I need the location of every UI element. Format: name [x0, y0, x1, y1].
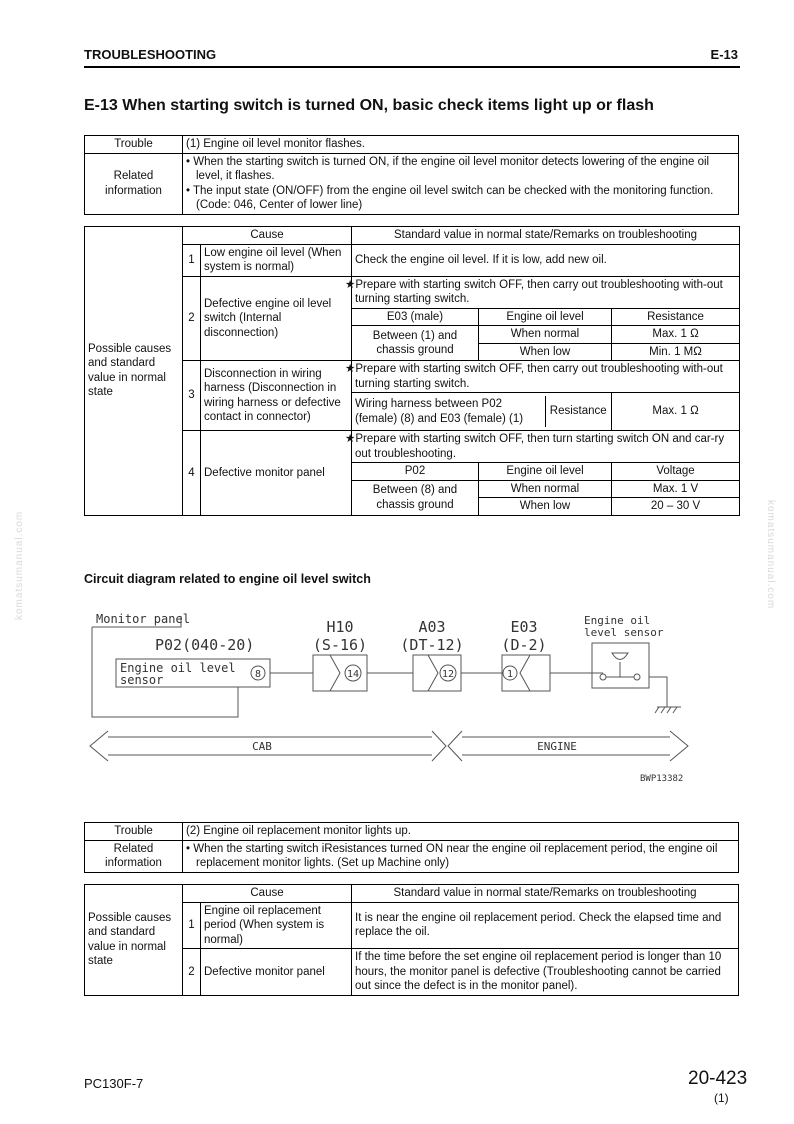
engine-sensor-label-1: Engine oil	[584, 614, 651, 627]
causes-table-1	[84, 226, 740, 516]
a03-label: A03	[418, 618, 446, 636]
watermark-left: komatsumanual.com	[14, 510, 25, 620]
footer-model: PC130F-7	[84, 1076, 144, 1091]
a03-sub-label: (DT-12)	[400, 636, 464, 654]
related-item: • The input state (ON/OFF) from the engine oil level switch can be checked with the monitoring function. (Code: 046, Center of lower line)	[186, 184, 714, 211]
cause-header: Cause	[183, 227, 352, 245]
figure-id: BWP13382	[640, 774, 684, 784]
cause-text: Disconnection in wiring harness (Disconnection in wiring harness or defective contact in connector)	[201, 361, 352, 431]
sub-header: Voltage	[612, 463, 740, 481]
trouble-text: (1) Engine oil level monitor flashes.	[183, 136, 739, 154]
cause-text: Defective monitor panel	[201, 949, 352, 996]
value: Min. 1 MΩ	[612, 343, 740, 361]
sub-header: Resistance	[612, 308, 740, 326]
standard-header: Standard value in normal state/Remarks on troubleshooting	[352, 227, 740, 245]
possible-causes-label: Possible causes and standard value in normal state	[85, 227, 183, 516]
page-title: E-13 When starting switch is turned ON, basic check items light up or flash	[84, 97, 654, 114]
ground-wire	[649, 677, 667, 707]
remark-text: If the time before the set engine oil replacement period is longer than 10 hours, the monitor panel is defective (Troubleshooting cannot be carried out since the defect is in the monitor panel).	[352, 949, 739, 996]
sensor-label-2: sensor	[120, 673, 164, 687]
causes-table-2	[84, 884, 739, 996]
value: Max. 1 V	[612, 480, 740, 498]
trouble-text: (2) Engine oil replacement monitor lights up.	[183, 823, 739, 841]
sub-header: Engine oil level	[479, 463, 612, 481]
value: Max. 1 Ω	[612, 326, 740, 344]
pin-number: 12	[441, 669, 455, 680]
condition: When normal	[479, 480, 612, 498]
cause-number: 1	[183, 902, 201, 949]
engine-label: ENGINE	[537, 740, 577, 753]
trouble-label: Trouble	[85, 823, 183, 841]
engine-sensor-label-2: level sensor	[584, 626, 664, 639]
sub-header: P02	[352, 463, 479, 481]
cause-number: 1	[183, 244, 201, 276]
cause-text: Defective monitor panel	[201, 431, 352, 516]
value: Max. 1 Ω	[612, 393, 740, 431]
footer-revision: (1)	[714, 1091, 729, 1105]
cab-label: CAB	[252, 740, 272, 753]
cause-header: Cause	[183, 885, 352, 903]
cause-text: Defective engine oil level switch (Internal disconnection)	[201, 276, 352, 361]
cause-number: 2	[183, 949, 201, 996]
p02-label: P02(040-20)	[155, 636, 255, 654]
remark-text: It is near the engine oil replacement period. Check the elapsed time and replace the oil.	[352, 902, 739, 949]
sub-header: Engine oil level	[479, 308, 612, 326]
footer-page-number: 20-423	[688, 1068, 748, 1089]
pin-number: 14	[346, 669, 360, 680]
pin-number: 8	[254, 669, 262, 680]
trouble-table-1	[84, 135, 739, 215]
cab-engine-arrow	[90, 731, 688, 761]
cause-text: Low engine oil level (When system is normal)	[201, 244, 352, 276]
standard-header: Standard value in normal state/Remarks on troubleshooting	[352, 885, 739, 903]
cause-number: 2	[183, 276, 201, 361]
cause-number: 4	[183, 431, 201, 516]
h10-label: H10	[326, 618, 354, 636]
related-item: • When the starting switch iResistances turned ON near the engine oil replacement period, the engine oil replacement monitor lights. (Set up Machine only)	[186, 842, 718, 869]
harness-text: Wiring harness between P02 (female) (8) and E03 (female) (1)	[352, 396, 545, 427]
sensor-label-1: Engine oil level	[120, 661, 236, 675]
cause-text: Engine oil replacement period (When system is normal)	[201, 902, 352, 949]
h10-sub-label: (S-16)	[312, 636, 368, 654]
e03-label: E03	[510, 618, 538, 636]
measure-point: Between (1) and chassis ground	[352, 326, 479, 361]
remark-text: Check the engine oil level. If it is low, add new oil.	[352, 244, 740, 276]
measure-point: Between (8) and chassis ground	[352, 480, 479, 515]
related-label: Related information	[85, 153, 183, 214]
monitor-panel-label: Monitor panel	[96, 612, 190, 626]
trouble-table-2	[84, 822, 739, 873]
related-item: • When the starting switch is turned ON, if the engine oil level monitor detects lowering of the engine oil level, it flashes.	[186, 155, 710, 182]
remark-note: ★ Prepare with starting switch OFF, then turn starting switch ON and car-ry out troubleshooting.	[352, 431, 740, 463]
remark-note: ★ Prepare with starting switch OFF, then carry out troubleshooting with-out turning starting switch.	[352, 276, 740, 308]
header-rule	[84, 66, 740, 68]
circuit-section-title: Circuit diagram related to engine oil level switch	[84, 572, 371, 586]
value: 20 – 30 V	[612, 498, 740, 516]
condition: When low	[479, 498, 612, 516]
circuit-diagram	[0, 596, 794, 792]
related-label: Related information	[85, 840, 183, 872]
possible-causes-label: Possible causes and standard value in normal state	[85, 885, 183, 996]
condition: When low	[479, 343, 612, 361]
header-page-code: E-13	[710, 47, 738, 62]
remark-note: ★ Prepare with starting switch OFF, then carry out troubleshooting with-out turning starting switch.	[352, 361, 740, 393]
watermark-right: komatsumanual.com	[765, 500, 776, 610]
pin-number: 1	[506, 669, 514, 680]
condition: When normal	[479, 326, 612, 344]
sub-header: E03 (male)	[352, 308, 479, 326]
e03-sub-label: (D-2)	[501, 636, 547, 654]
check-item: Resistance	[549, 405, 607, 418]
cause-number: 3	[183, 361, 201, 431]
header-section: TROUBLESHOOTING	[84, 47, 217, 62]
trouble-label: Trouble	[85, 136, 183, 154]
